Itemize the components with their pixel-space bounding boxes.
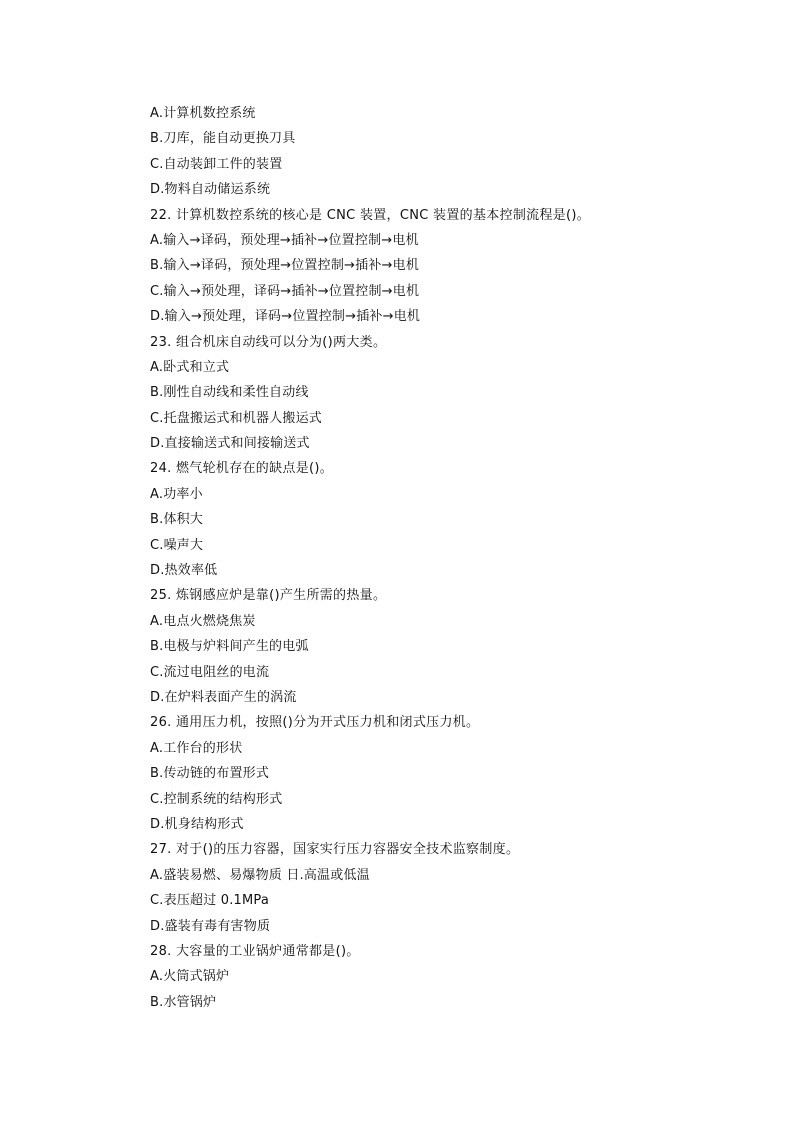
answer-option: B.刀库，能自动更换刀具 [150, 131, 296, 147]
answer-option: B.刚性自动线和柔性自动线 [150, 385, 309, 401]
question-stem: 28. 大容量的工业锅炉通常都是()。 [150, 943, 360, 959]
question-stem: 23. 组合机床自动线可以分为()两大类。 [150, 334, 387, 350]
question-stem: 25. 炼钢感应炉是靠()产生所需的热量。 [150, 588, 387, 604]
answer-option: D.输入→预处理，译码→位置控制→插补→电机 [150, 309, 421, 325]
answer-option: B.体积大 [150, 512, 204, 528]
question-list [150, 101, 750, 1015]
answer-option: B.传动链的布置形式 [150, 766, 270, 782]
answer-option: C.输入→预处理，译码→插补→位置控制→电机 [150, 283, 420, 299]
question-stem: 27. 对于()的压力容器，国家实行压力容器安全技术监察制度。 [150, 842, 520, 858]
answer-option: B.输入→译码，预处理→位置控制→插补→电机 [150, 258, 420, 274]
answer-option: C.控制系统的结构形式 [150, 791, 283, 807]
answer-option: C.噪声大 [150, 537, 204, 553]
answer-option: B.水管锅炉 [150, 994, 217, 1010]
answer-option: D.直接输送式和间接输送式 [150, 436, 310, 452]
question-stem: 26. 通用压力机，按照()分为开式压力机和闭式压力机。 [150, 715, 480, 731]
answer-option: A.输入→译码，预处理→插补→位置控制→电机 [150, 232, 419, 248]
answer-option: A.功率小 [150, 486, 203, 502]
question-stem: 24. 燃气轮机存在的缺点是()。 [150, 461, 334, 477]
answer-option: A.火筒式锅炉 [150, 969, 230, 985]
answer-option: D.物料自动储运系统 [150, 182, 271, 198]
answer-option: A.计算机数控系统 [150, 106, 256, 121]
answer-option: C.托盘搬运式和机器人搬运式 [150, 410, 323, 426]
question-stem: 22. 计算机数控系统的核心是 CNC 装置，CNC 装置的基本控制流程是()。 [150, 207, 591, 223]
answer-option: C.表压超过 0.1MPa [150, 893, 270, 909]
answer-option: B.电极与炉料间产生的电弧 [150, 639, 309, 655]
answer-option: A.电点火燃烧焦炭 [150, 613, 256, 629]
answer-option: A.工作台的形状 [150, 740, 243, 756]
answer-option: C.流过电阻丝的电流 [150, 664, 270, 680]
answer-option: A.盛装易燃、易爆物质 日.高温或低温 [150, 867, 370, 883]
answer-option: A.卧式和立式 [150, 359, 230, 375]
answer-option: D.热效率低 [150, 563, 218, 579]
answer-option: C.自动装卸工件的装置 [150, 156, 283, 172]
answer-option: D.盛装有毒有害物质 [150, 918, 271, 934]
answer-option: D.机身结构形式 [150, 816, 244, 832]
answer-option: D.在炉料表面产生的涡流 [150, 689, 297, 705]
